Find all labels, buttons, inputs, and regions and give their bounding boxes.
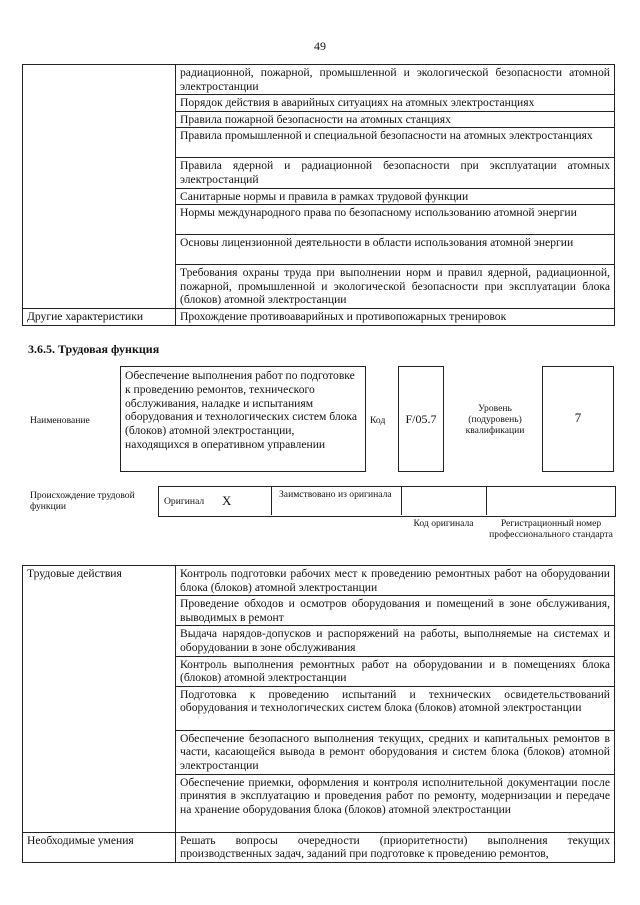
original-mark: X bbox=[222, 493, 232, 508]
action-item: Контроль выполнения ремонтных работ на оборудовании и в помещениях блока (блоков) атомной электростанции bbox=[176, 656, 615, 686]
knowledge-item: Требования охраны труда при выполнении норм и правил ядерной, радиационной, пожарной, промышленной и экологической безопасности при эксплуатации блока (блоков) атомной электростанции bbox=[176, 265, 615, 309]
knowledge-item: Правила промышленной и специальной безопасности на атомных электростанциях bbox=[176, 128, 615, 158]
knowledge-item: радиационной, пожарной, промышленной и экологической безопасности атомной электростанции bbox=[176, 65, 615, 95]
row-label: Трудовые действия bbox=[23, 566, 176, 833]
table-row bbox=[23, 566, 615, 596]
left-cell bbox=[23, 65, 176, 309]
original-label: Оригинал bbox=[164, 496, 205, 507]
skill-item: Решать вопросы очередности (приоритетности) выполнения текущих производственных задач, заданий при подготовке к проведению ремонтов, bbox=[176, 832, 615, 862]
row-label: Другие характеристики bbox=[23, 309, 176, 326]
row-label: Необходимые умения bbox=[23, 832, 176, 862]
knowledge-item: Санитарные нормы и правила в рамках трудовой функции bbox=[176, 188, 615, 205]
code-label: Код bbox=[370, 415, 386, 426]
action-item: Подготовка к проведению испытаний и технических освидетельствований оборудования и технологических систем блока (блоков) атомной электростанции bbox=[176, 686, 615, 730]
action-item: Контроль подготовки рабочих мест к проведению ремонтных работ на оборудовании блока (блоков) атомной электростанции bbox=[176, 566, 615, 596]
table-row bbox=[23, 832, 615, 862]
origin-divider bbox=[486, 486, 487, 515]
code-value-box: F/05.7 bbox=[398, 366, 444, 472]
table-row bbox=[23, 309, 615, 326]
action-item: Обеспечение безопасного выполнения текущих, средних и капитальных ремонтов в части, касающейся вывода в ремонт оборудования и систем блока (блоков) атомной электростанции bbox=[176, 730, 615, 774]
name-label: Наименование bbox=[30, 415, 90, 426]
origin-divider bbox=[271, 486, 272, 515]
section-title: 3.6.5. Трудовая функция bbox=[28, 342, 160, 356]
knowledge-item: Порядок действия в аварийных ситуациях на атомных электростанциях bbox=[176, 95, 615, 112]
page-number: 49 bbox=[314, 39, 326, 53]
knowledge-item: Правила пожарной безопасности на атомных станциях bbox=[176, 111, 615, 128]
knowledge-item: Нормы международного права по безопасному использованию атомной энергии bbox=[176, 205, 615, 235]
reg-number-caption: Регистрационный номер профессионального стандарта bbox=[489, 518, 613, 540]
action-item: Выдача нарядов-допусков и распоряжений на работы, выполняемые на системах и оборудовании в зоне обслуживания bbox=[176, 626, 615, 656]
function-name-box: Обеспечение выполнения работ по подготовке к проведению ремонтов, технического обслуживания, наладке и испытаниям оборудования и технологических систем блока (блоков) атомной электростанции, находящихся в оперативном управлении bbox=[120, 366, 366, 472]
knowledge-item: Правила ядерной и радиационной безопасности при эксплуатации атомных электростанций bbox=[176, 158, 615, 188]
level-label: Уровень (подуровень) квалификации bbox=[465, 403, 525, 436]
action-item: Обеспечение приемки, оформления и контроля исполнительной документации после принятия в эксплуатацию и проведения работ по ремонту, модернизации и передаче на хранение оборудования блока (блоков) атомной электростанции bbox=[176, 774, 615, 832]
code-original-caption: Код оригинала bbox=[413, 518, 474, 529]
origin-divider bbox=[401, 486, 402, 515]
top-knowledge-table bbox=[22, 64, 615, 326]
borrowed-label: Заимствовано из оригинала bbox=[279, 489, 392, 500]
action-item: Проведение обходов и осмотров оборудования и помещений в зоне обслуживания, выводимых в ремонт bbox=[176, 596, 615, 626]
level-value-box: 7 bbox=[542, 366, 614, 472]
labor-actions-table bbox=[22, 565, 615, 863]
origin-label: Происхождение трудовой функции bbox=[30, 490, 135, 512]
table-row bbox=[23, 65, 615, 95]
knowledge-item: Основы лицензионной деятельности в области использования атомной энергии bbox=[176, 235, 615, 265]
knowledge-item: Прохождение противоаварийных и противопожарных тренировок bbox=[176, 309, 615, 326]
